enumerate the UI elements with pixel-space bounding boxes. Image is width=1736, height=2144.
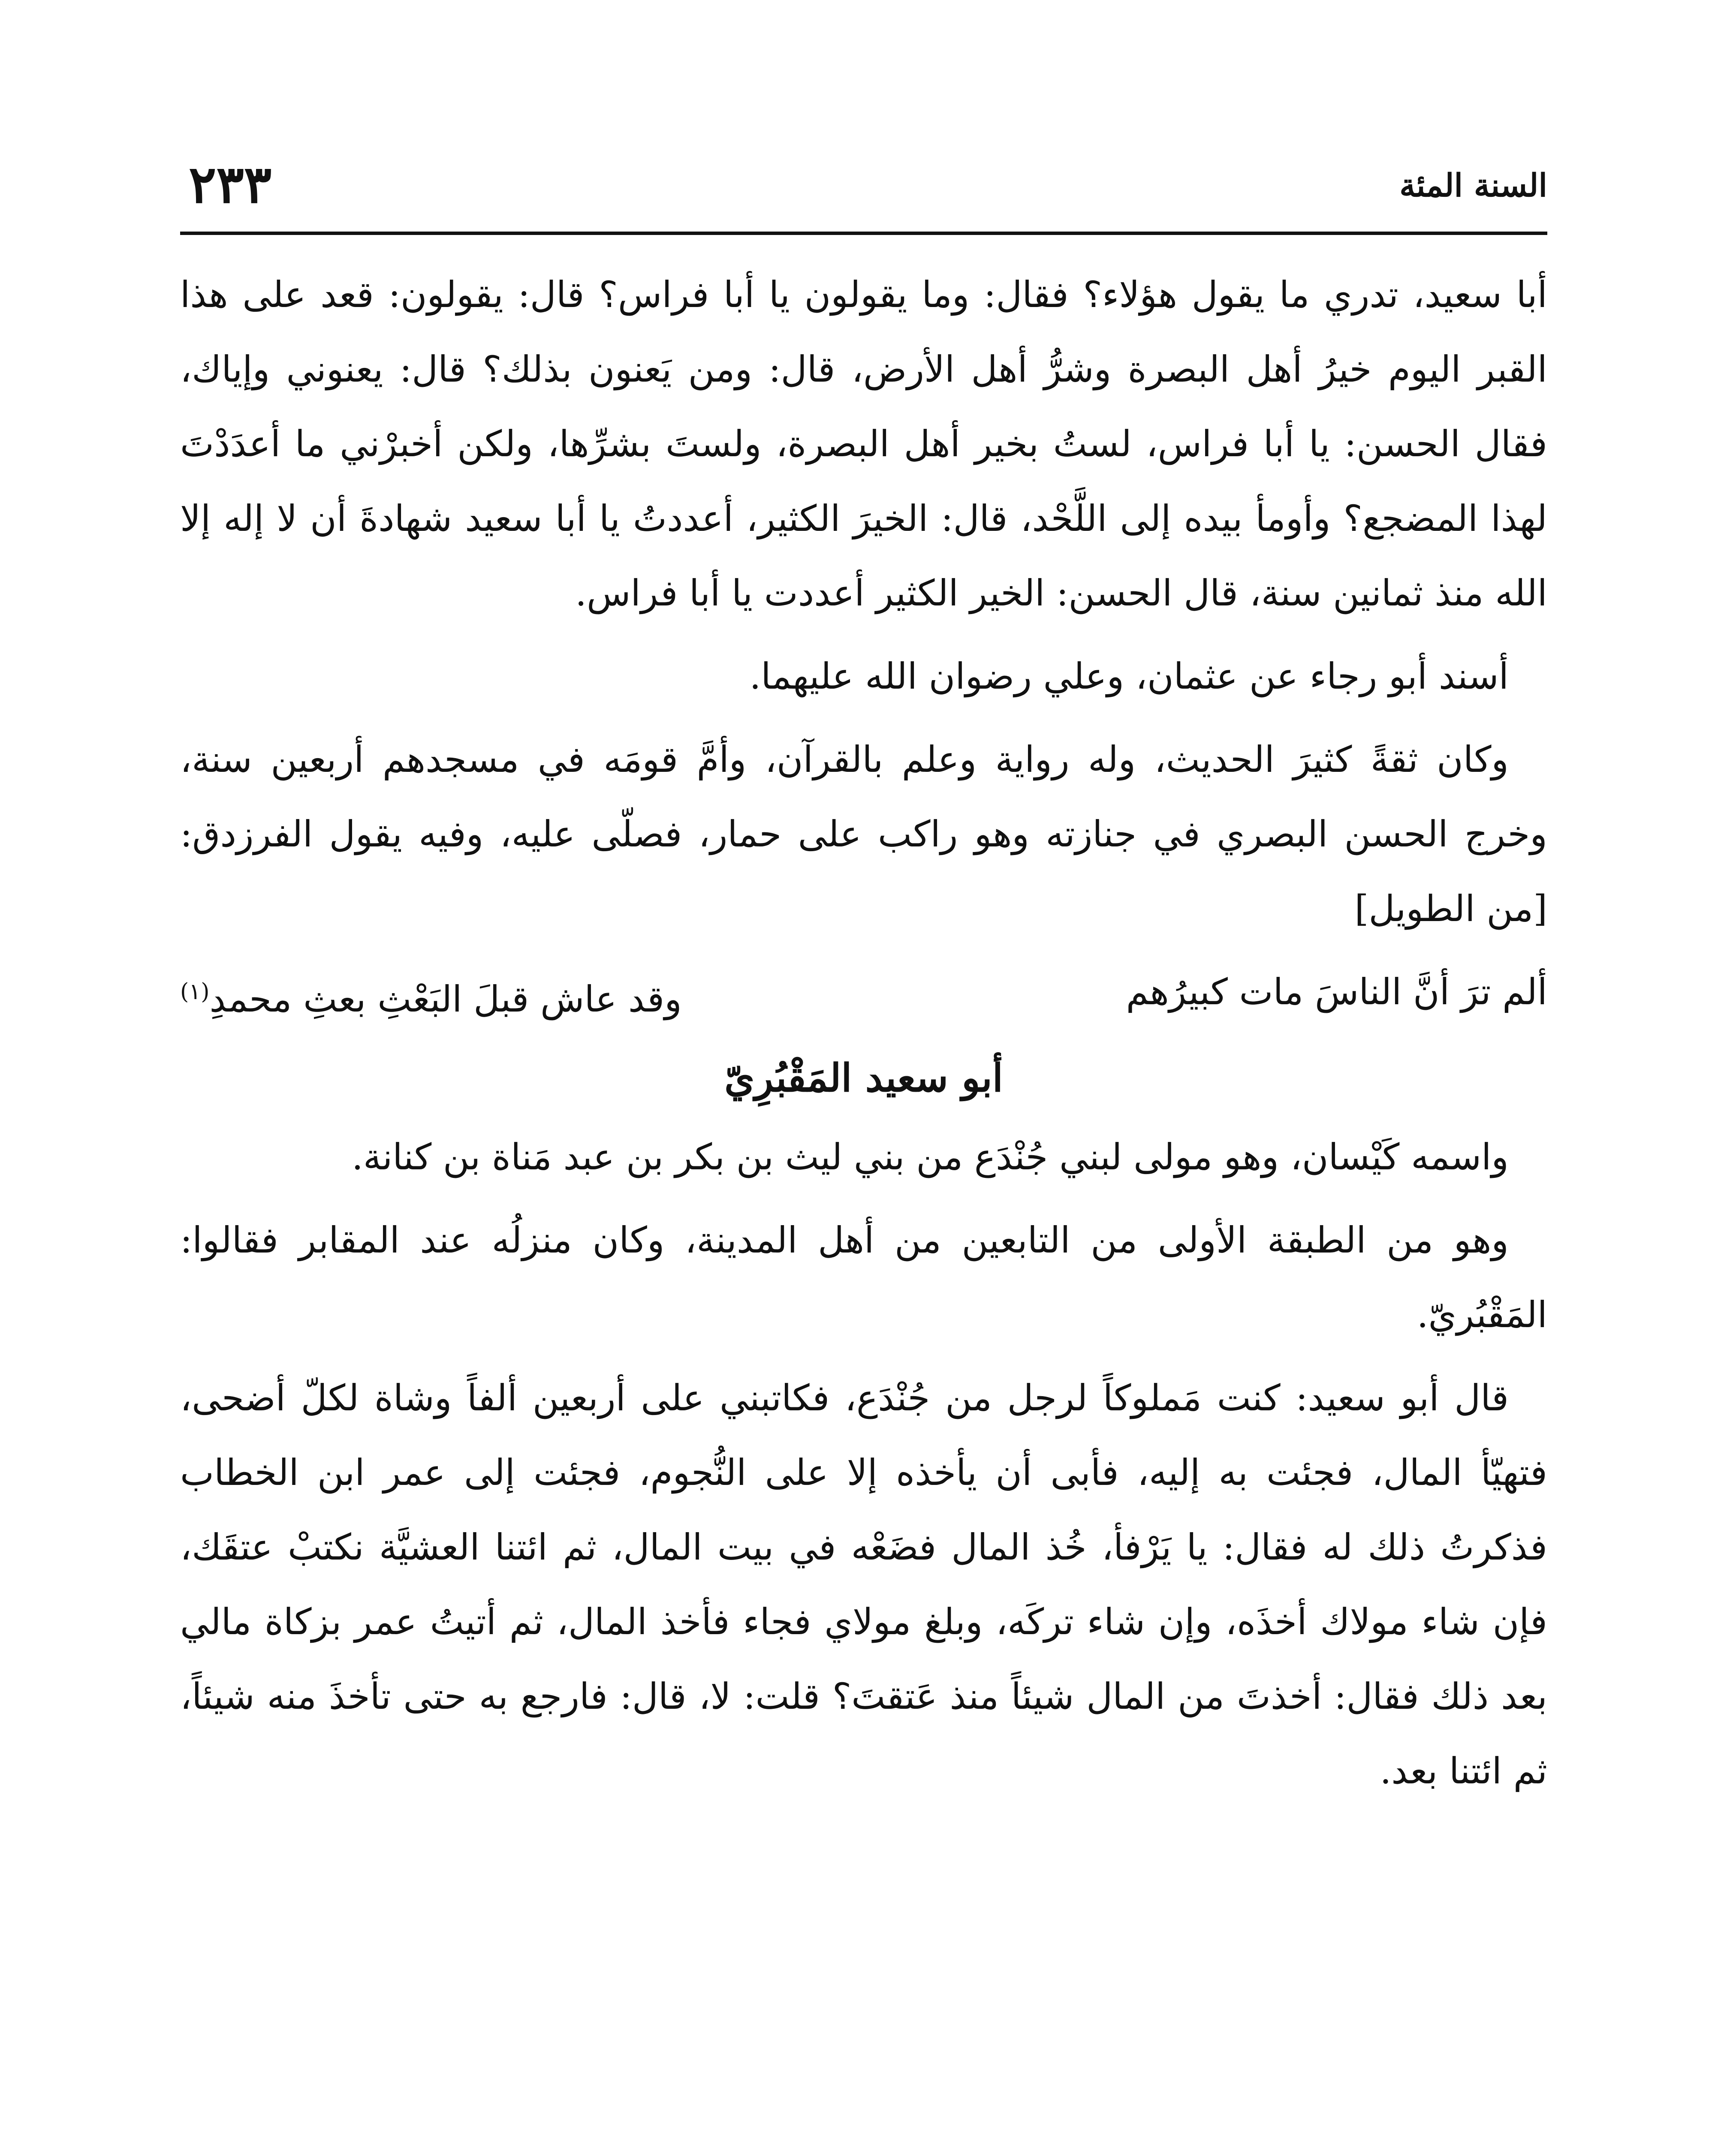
section-title: السنة المئة [1399,167,1547,204]
paragraph-3: وكان ثقةً كثيرَ الحديث، وله رواية وعلم بالقرآن، وأمَّ قومَه في مسجدهم أربعين سنة، وخرج الحسن البصري في جنازته وهو راكب على حمار، فصلّى عليه، وفيه يقول الفرزدق: [من الطويل] [180,738,1547,930]
paragraph-2: أسند أبو رجاء عن عثمان، وعلي رضوان الله عليهما. [749,655,1509,697]
page-number: ٢٣٣ [189,154,272,215]
paragraph-4: واسمه كَيْسان، وهو مولى لبني جُنْدَع من بني ليث بن بكر بن عبد مَناة بن كنانة. [352,1136,1509,1178]
header-rule [180,232,1547,235]
page-header [180,154,1547,214]
poem-verse [180,955,1547,1036]
footnote-marker: (١) [180,979,210,1005]
verse-first-hemistich: ألم ترَ أنَّ الناسَ مات كبيرُهم [1126,971,1547,1013]
verse-second-hemistich [180,955,682,1036]
main-text [180,257,1547,1817]
verse-second-text: وقد عاش قبلَ البَعْثِ بعثِ محمدِ [209,978,682,1020]
biography-heading: أبو سعيد المَقْبُرِيّ [724,1055,1003,1101]
paragraph-5: وهو من الطبقة الأولى من التابعين من أهل المدينة، وكان منزلُه عند المقابر فقالوا: المَقْبُريّ. [180,1219,1547,1336]
paragraph-6: قال أبو سعيد: كنت مَملوكاً لرجل من جُنْدَع، فكاتبني على أربعين ألفاً وشاة لكلّ أضحى، فتهيّأ المال، فجئت به إليه، فأبى أن يأخذه إلا على النُّجوم، فجئت إلى عمر ابن الخطاب فذكرتُ ذلك له فقال: يا يَرْفأ، خُذ المال فضَعْه في بيت المال، ثم ائتنا العشيَّة نكتبْ عتقَك، فإن شاء مولاك أخذَه، وإن شاء تركَه، وبلغ مولاي فجاء فأخذ المال، ثم أتيتُ عمر بزكاة مالي بعد ذلك فقال: أخذتَ من المال شيئاً منذ عَتقتَ؟ قلت: لا، قال: فارجع به حتى تأخذَ منه شيئاً، ثم ائتنا بعد. [180,1377,1547,1792]
paragraph-1: أبا سعيد، تدري ما يقول هؤلاء؟ فقال: وما يقولون يا أبا فراس؟ قال: يقولون: قعد على هذا القبر اليوم خيرُ أهل البصرة وشرُّ أهل الأرض، قال: ومن يَعنون بذلك؟ قال: يعنوني وإياك، فقال الحسن: يا أبا فراس، لستُ بخير أهل البصرة، ولستَ بشرِّها، ولكن أخبرْني ما أعدَدْتَ لهذا المضجع؟ وأومأ بيده إلى اللَّحْد، قال: الخيرَ الكثير، أعددتُ يا أبا سعيد شهادةَ أن لا إله إلا الله منذ ثمانين سنة، قال الحسن: الخير الكثير أعددت يا أبا فراس. [180,274,1547,614]
